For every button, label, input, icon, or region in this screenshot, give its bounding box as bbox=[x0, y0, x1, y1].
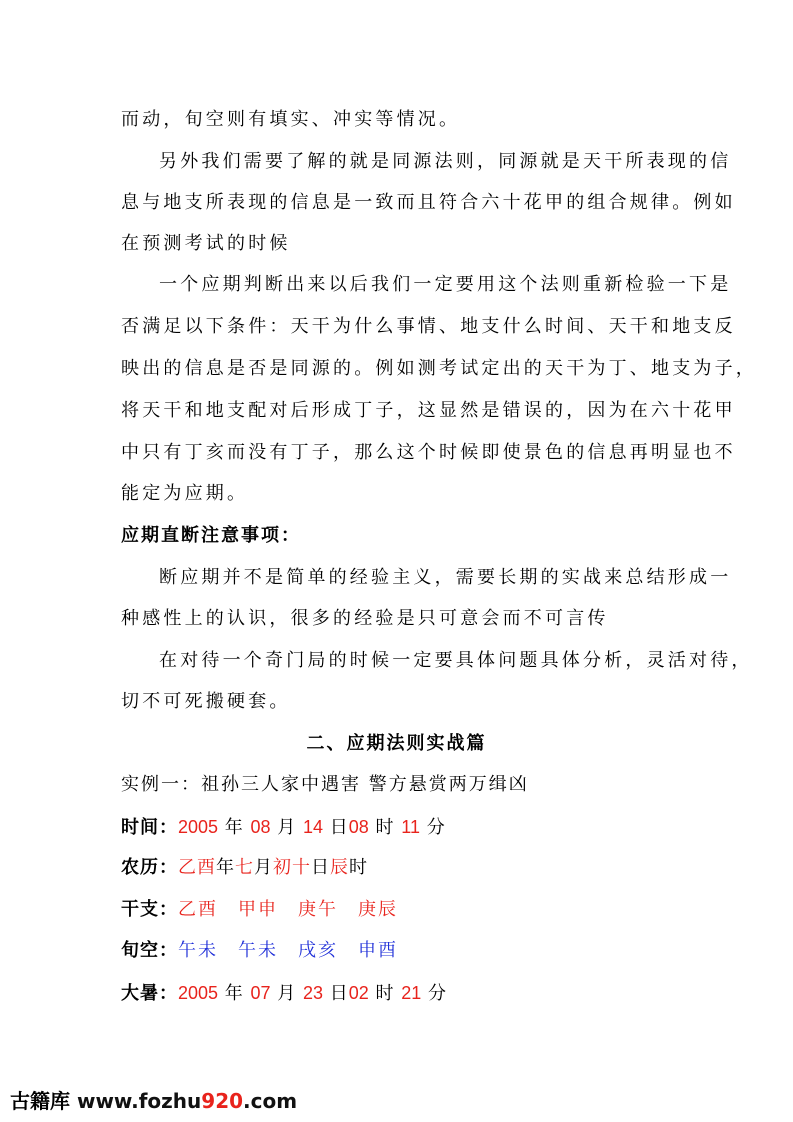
footer-url-number: 920 bbox=[201, 1089, 244, 1113]
time-minute-unit: 分 bbox=[426, 817, 446, 838]
time-year-unit: 年 bbox=[224, 817, 244, 838]
ganzhi-label: 干支： bbox=[121, 899, 178, 920]
paragraph-line: 种感性上的认识，很多的经验是只可意会而不可言传 bbox=[121, 608, 609, 629]
footer-site-name: 古籍库 bbox=[10, 1089, 70, 1113]
paragraph-line: 否满足以下条件：天干为什么事情、地支什么时间、天干和地支反 bbox=[121, 316, 736, 337]
lunar-year: 乙酉 bbox=[178, 857, 216, 878]
xunkong-month: 午未 bbox=[238, 940, 278, 961]
ganzhi-day-pillar: 庚午 bbox=[298, 899, 338, 920]
paragraph-line: 中只有丁亥而没有丁子，那么这个时候即使景色的信息再明显也不 bbox=[121, 442, 736, 463]
dashu-hour: 02 bbox=[348, 983, 369, 1003]
time-month: 08 bbox=[250, 817, 271, 837]
dashu-day-unit: 日 bbox=[329, 983, 349, 1004]
lunar-month-unit: 月 bbox=[254, 857, 273, 878]
paragraph-line: 而动，旬空则有填实、冲实等情况。 bbox=[121, 109, 461, 130]
paragraph-line: 在预测考试的时候 bbox=[121, 233, 291, 254]
paragraph-line: 能定为应期。 bbox=[121, 483, 249, 504]
dashu-day: 23 bbox=[303, 983, 324, 1003]
paragraph-line: 一个应期判断出来以后我们一定要用这个法则重新检验一下是 bbox=[159, 274, 732, 295]
xunkong-hour: 申酉 bbox=[358, 940, 398, 961]
chapter-title: 二、应期法则实战篇 bbox=[306, 733, 487, 754]
time-row bbox=[121, 815, 446, 840]
dashu-hour-unit: 时 bbox=[375, 983, 395, 1004]
dashu-month: 07 bbox=[250, 983, 271, 1003]
example-title: 实例一：祖孙三人家中遇害 警方悬赏两万缉凶 bbox=[121, 774, 529, 795]
dashu-month-unit: 月 bbox=[277, 983, 297, 1004]
time-year: 2005 bbox=[178, 817, 219, 837]
dashu-row bbox=[121, 981, 447, 1006]
paragraph-line: 断应期并不是简单的经验主义，需要长期的实战来总结形成一 bbox=[159, 567, 732, 588]
dashu-year-unit: 年 bbox=[224, 983, 244, 1004]
time-hour-unit: 时 bbox=[375, 817, 395, 838]
paragraph-line: 切不可死搬硬套。 bbox=[121, 691, 291, 712]
ganzhi-month-pillar: 甲申 bbox=[238, 899, 278, 920]
time-minute: 11 bbox=[401, 817, 420, 837]
lunar-label: 农历： bbox=[121, 857, 178, 878]
paragraph-line: 另外我们需要了解的就是同源法则，同源就是天干所表现的信 bbox=[159, 151, 732, 172]
paragraph-line: 将天干和地支配对后形成丁子，这显然是错误的，因为在六十花甲 bbox=[121, 400, 736, 421]
time-day-unit: 日 bbox=[329, 817, 349, 838]
lunar-hour: 辰 bbox=[330, 857, 349, 878]
dashu-minute: 21 bbox=[401, 983, 422, 1003]
footer-url-prefix: www.fozhu bbox=[76, 1089, 202, 1113]
time-day: 14 bbox=[303, 817, 324, 837]
lunar-hour-unit: 时 bbox=[349, 857, 368, 878]
ganzhi-year-pillar: 乙酉 bbox=[178, 899, 218, 920]
time-label: 时间： bbox=[121, 817, 178, 838]
lunar-day-unit: 日 bbox=[311, 857, 330, 878]
section-heading: 应期直断注意事项： bbox=[121, 525, 301, 546]
paragraph-line: 在对待一个奇门局的时候一定要具体问题具体分析，灵活对待， bbox=[159, 650, 753, 671]
lunar-month: 七 bbox=[235, 857, 254, 878]
lunar-year-unit: 年 bbox=[216, 857, 235, 878]
lunar-day: 初十 bbox=[273, 857, 311, 878]
paragraph-line: 息与地支所表现的信息是一致而且符合六十花甲的组合规律。例如 bbox=[121, 192, 736, 213]
lunar-row bbox=[121, 856, 368, 880]
ganzhi-row bbox=[121, 898, 398, 922]
footer-watermark bbox=[10, 1088, 297, 1114]
ganzhi-hour-pillar: 庚辰 bbox=[358, 899, 398, 920]
xunkong-row bbox=[121, 939, 398, 963]
dashu-label: 大暑： bbox=[121, 983, 178, 1004]
paragraph-line: 映出的信息是否是同源的。例如测考试定出的天干为丁、地支为子， bbox=[121, 358, 757, 379]
xunkong-label: 旬空： bbox=[121, 940, 178, 961]
footer-url-suffix: .com bbox=[243, 1089, 298, 1113]
dashu-year: 2005 bbox=[178, 983, 219, 1003]
time-month-unit: 月 bbox=[277, 817, 297, 838]
xunkong-day: 戌亥 bbox=[298, 940, 338, 961]
dashu-minute-unit: 分 bbox=[428, 983, 448, 1004]
xunkong-year: 午未 bbox=[178, 940, 218, 961]
time-hour: 08 bbox=[348, 817, 369, 837]
